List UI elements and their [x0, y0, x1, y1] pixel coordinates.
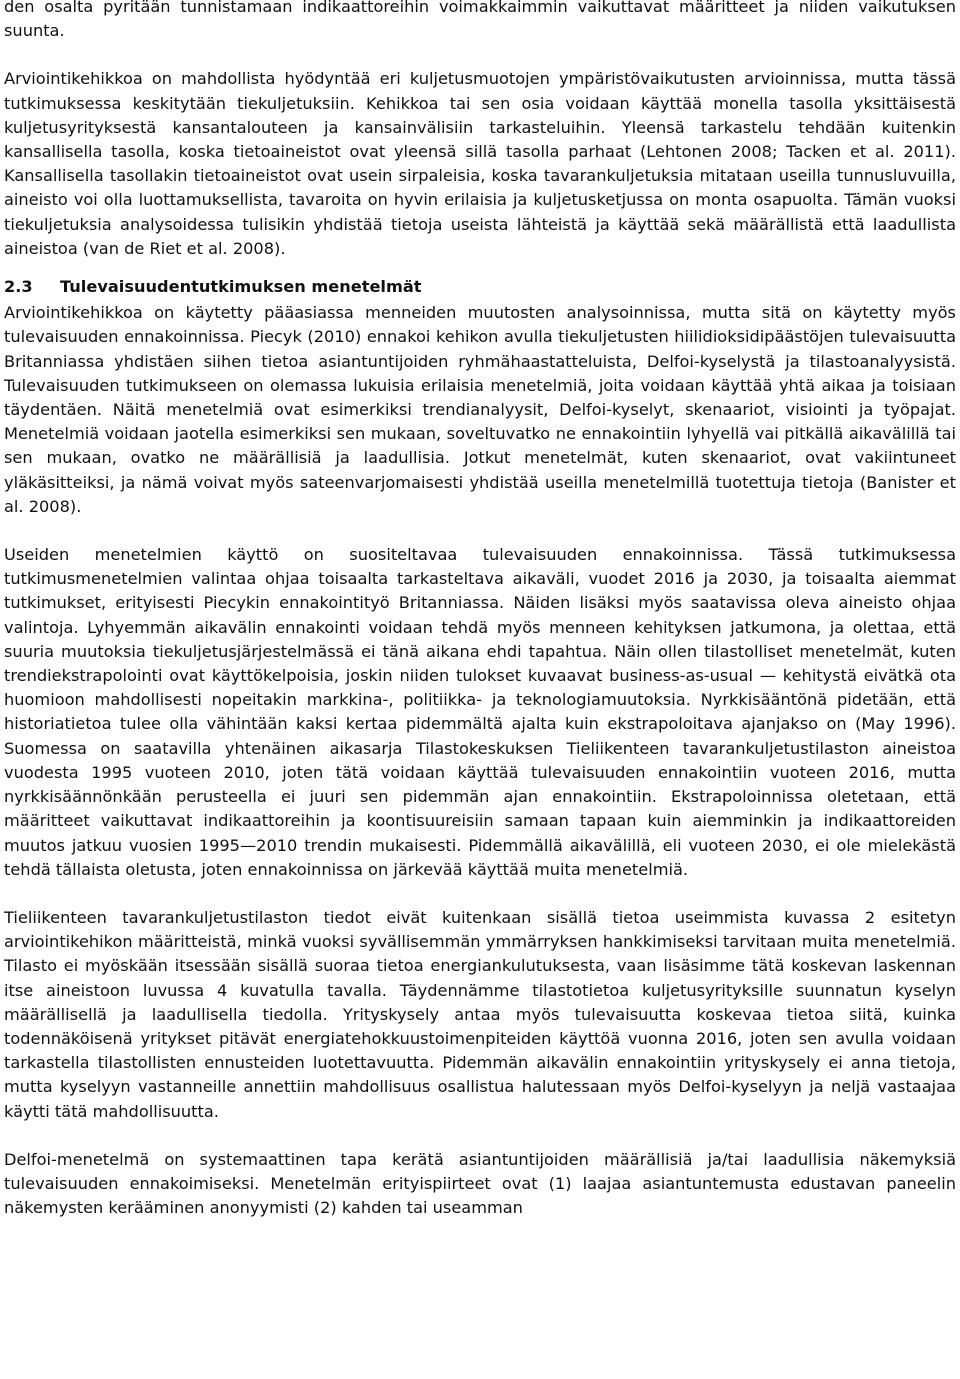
paragraph-framework-usage: Arviointikehikkoa on mahdollista hyödyntää eri kuljetusmuotojen ympäristövaikutusten arvioinnissa, mutta tässä tutkimuksessa keskitytään tiekuljetuksiin. Kehikkoa tai sen osia voidaan käyttää monella tasolla yksittäisestä kuljetusyrityksestä kansantalouteen ja kansainvälisiin tarkasteluihin. Yleensä tarkastelu tehdään kuitenkin kansallisella tasolla, koska tietoaineistot ovat yleensä sillä tasolla parhaat (Lehtonen 2008; Tacken et al. 2011). Kansallisella tasollakin tietoaineistot ovat usein sirpaleisia, koska tavarankuljetuksia mitataan useilla tunnusluvuilla, aineisto voi olla luottamuksellista, tavaroita on hyvin erilaisia ja kuljetusketjussa on monta osapuolta. Tämän vuoksi tiekuljetuksia analysoidessa tulisikin yhdistää tietoja useista lähteistä ja käyttää sekä määrällistä että laadullista aineistoa (van de Riet et al. 2008). [4, 69, 956, 258]
section-number: 2.3 [4, 277, 33, 297]
paragraph-delphi-method: Delfoi-menetelmä on systemaattinen tapa kerätä asiantuntijoiden määrällisiä ja/tai laadullisia näkemyksiä tulevaisuuden ennakoimiseksi. Menetelmän erityispiirteet ovat (1) laajaa asiantuntemusta edustavan paneelin näkemysten kerääminen anonyymisti (2) kahden tai useamman [4, 1149, 956, 1218]
section-title: Tulevaisuudentutkimuksen menetelmät [60, 277, 422, 297]
paragraph-intro-tail: den osalta pyritään tunnistamaan indikaattoreihin voimakkaimmin vaikuttavat määritteet ja niiden vaikutuksen suunta. [4, 0, 956, 41]
document-page [4, 0, 956, 1220]
paragraph-methods-overview: Arviointikehikkoa on käytetty pääasiassa menneiden muutosten analysoinnissa, mutta sitä on käytetty myös tulevaisuuden ennakoinnissa. Piecyk (2010) ennakoi kehikon avulla tiekuljetusten hiilidioksidipäästöjen tulevaisuutta Britanniassa yhdistäen siihen tietoa asiantuntijoiden ryhmähaastatteluista, Delfoi-kyselystä ja tilastoanalyysistä. Tulevaisuuden tutkimukseen on olemassa lukuisia erilaisia menetelmiä, joita voidaan käyttää yhtä aikaa ja toisiaan täydentäen. Näitä menetelmiä ovat esimerkiksi trendianalyysit, Delfoi-kyselyt, skenaariot, visiointi ja työpajat. Menetelmiä voidaan jaotella esimerkiksi sen mukaan, soveltuvatko ne ennakointiin lyhyellä vai pitkällä aikavälillä tai sen mukaan, ovatko ne määrällisiä ja laadullisia. Jotkut menetelmät, kuten skenaariot, ovat vakiintuneet yläkäsitteiksi, ja nämä voivat myös sateenvarjomaisesti yhdistää useilla menetelmillä tuotettuja tietoja (Banister et al. 2008). [4, 303, 956, 516]
paragraph-statistics-survey: Tieliikenteen tavarankuljetustilaston tiedot eivät kuitenkaan sisällä tietoa useimmista kuvassa 2 esitetyn arviointikehikon määritteistä, minkä vuoksi syvällisemmän ymmärryksen hankkimiseksi tarvitaan muita menetelmiä. Tilasto ei myöskään itsessään sisällä suoraa tietoa energiankulutuksesta, vaan lisäsimme tätä koskevan laskennan itse aineistoon luvussa 4 kuvatulla tavalla. Täydennämme tilastotietoa kuljetusyrityksille suunnatun kyselyn määrällisellä ja laadullisella tiedolla. Yrityskysely antaa myös tulevaisuutta koskevaa tietoa siitä, kuinka todennäköisenä yritykset pitävät energiatehokkuustoimenpiteiden käyttöä vuonna 2016, joten sen avulla voidaan tarkastella tilastollisten ennusteiden luotettavuutta. Pidemmän aikavälin ennakointiin yrityskysely ei anna tietoja, mutta kyselyyn vastanneille annettiin mahdollisuus osallistua halutessaan myös Delfoi-kyselyyn ja neljä vastaajaa käytti tätä mahdollisuutta. [4, 907, 956, 1121]
section-heading [4, 275, 956, 299]
paragraph-method-selection: Useiden menetelmien käyttö on suositeltavaa tulevaisuuden ennakoinnissa. Tässä tutkimuksessa tutkimusmenetelmien valintaa ohjaa toisaalta tarkasteltava aikaväli, vuodet 2016 ja 2030, ja toisaalta aiemmat tutkimukset, erityisesti Piecykin ennakointityö Britanniassa. Näiden lisäksi myös saatavissa oleva aineisto ohjaa valintoja. Lyhyemmän aikavälin ennakointi voidaan tehdä myös menneen kehityksen jatkumona, ja olettaa, että suuria muutoksia tiekuljetusjärjestelmässä ei tänä aikana ehdi tapahtua. Näin ollen tilastolliset menetelmät, kuten trendiekstrapolointi ovat käyttökelpoisia, joskin niiden tulokset kuvaavat business-as-usual — kehitystä eivätkä ota huomioon mahdollisesti nopeitakin markkina-, politiikka- ja teknologiamuutoksia. Nyrkkisääntönä pidetään, että historiatietoa tulee olla vähintään kaksi kertaa pidemmältä ajalta kuin ekstrapoloitava ajanjakso on (May 1996). Suomessa on saatavilla yhtenäinen aikasarja Tilastokeskuksen Tieliikenteen tavarankuljetustilaston aineistoa vuodesta 1995 vuoteen 2010, joten tätä voidaan käyttää tulevaisuuden ennakointiin vuoteen 2016, mutta nyrkkisäännönkään perusteella ei juuri sen pidemmän ajan ennakointiin. Ekstrapoloinnissa oletetaan, että määritteet vaikuttavat indikaattoreihin ja koontisuureisiin samaan tapaan kuin aiemminkin ja indikaattoreiden muutos jatkuu vuosien 1995—2010 trendin mukaisesti. Pidemmällä aikavälillä, eli vuoteen 2030, ei ole mielekästä tehdä tällaista oletusta, joten ennakoinnissa on järkevää käyttää muita menetelmiä. [4, 545, 956, 879]
